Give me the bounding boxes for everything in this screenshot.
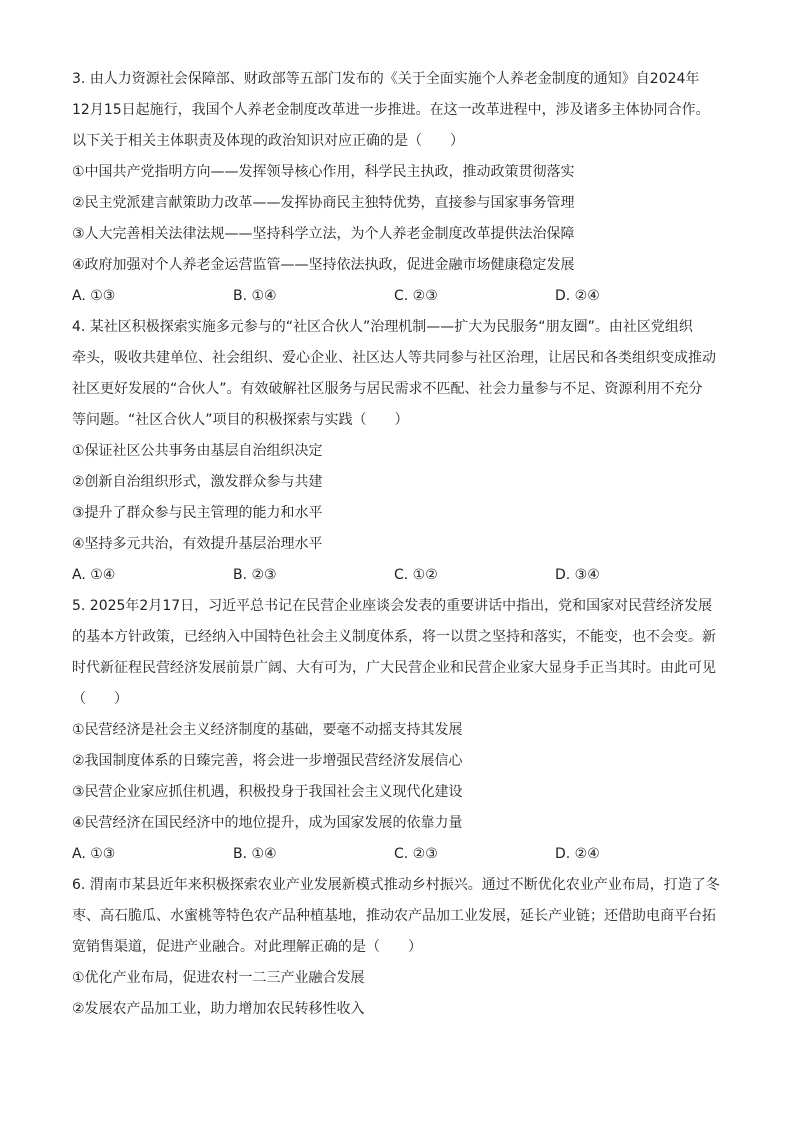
statement-option: ③民营企业家应抓住机遇，积极投身于我国社会主义现代化建设 xyxy=(72,784,463,800)
choice-c: C. ①② xyxy=(394,567,438,583)
question-3 xyxy=(72,64,722,312)
answer-choices xyxy=(72,560,722,591)
choice-b: B. ②③ xyxy=(233,567,277,583)
choice-a: A. ①③ xyxy=(72,846,116,862)
choice-d: D. ②④ xyxy=(555,288,600,304)
question-stem-line: 社区更好发展的“合伙人”。有效破解社区服务与居民需求不匹配、社会力量参与不足、资源利用不充分 xyxy=(72,381,703,397)
answer-choices xyxy=(72,839,722,870)
question-stem-line: 3. 由人力资源社会保障部、财政部等五部门发布的《关于全面实施个人养老金制度的通知》自2024年 xyxy=(72,71,700,87)
question-stem-line: 5. 2025年2月17日，习近平总书记在民营企业座谈会发表的重要讲话中指出，党和国家对民营经济发展 xyxy=(72,598,713,614)
question-stem-line: 时代新征程民营经济发展前景广阔、大有可为，广大民营企业和民营企业家大显身手正当其时。由此可见 xyxy=(72,660,716,676)
statement-option: ②创新自治组织形式，激发群众参与共建 xyxy=(72,474,323,490)
statement-option: ③人大完善相关法律法规——坚持科学立法，为个人养老金制度改革提供法治保障 xyxy=(72,226,575,242)
statement-option: ①中国共产党指明方向——发挥领导核心作用，科学民主执政，推动政策贯彻落实 xyxy=(72,164,575,180)
question-6 xyxy=(72,870,722,1025)
choice-d: D. ②④ xyxy=(555,846,600,862)
question-stem-line: 12月15日起施行，我国个人养老金制度改革进一步推进。在这一改革进程中，涉及诸多主体协同合作。 xyxy=(72,102,710,118)
statement-option: ②发展农产品加工业，助力增加农民转移性收入 xyxy=(72,1001,365,1017)
exam-page xyxy=(72,64,722,1025)
statement-option: ④政府加强对个人养老金运营监管——坚持依法执政，促进金融市场健康稳定发展 xyxy=(72,257,575,273)
question-5 xyxy=(72,591,722,870)
statement-option: ④坚持多元共治，有效提升基层治理水平 xyxy=(72,536,323,552)
choice-a: A. ①③ xyxy=(72,288,116,304)
question-stem-line: 牵头，吸收共建单位、社会组织、爱心企业、社区达人等共同参与社区治理，让居民和各类组织变成推动 xyxy=(72,350,716,366)
question-stem-line: 枣、高石脆瓜、水蜜桃等特色农产品种植基地，推动农产品加工业发展，延长产业链；还借助电商平台拓 xyxy=(72,908,716,924)
question-stem-line: 4. 某社区积极探索实施多元参与的“社区合伙人”治理机制——扩大为民服务“朋友圈”。由社区党组织 xyxy=(72,319,693,335)
answer-choices xyxy=(72,281,722,312)
statement-option: ②民主党派建言献策助力改革——发挥协商民主独特优势，直接参与国家事务管理 xyxy=(72,195,575,211)
question-stem-line: 6. 渭南市某县近年来积极探索农业产业发展新模式推动乡村振兴。通过不断优化农业产业布局，打造了冬 xyxy=(72,877,720,893)
question-stem-line: 以下关于相关主体职责及体现的政治知识对应正确的是（ ） xyxy=(72,133,464,149)
statement-option: ④民营经济在国民经济中的地位提升，成为国家发展的依靠力量 xyxy=(72,815,463,831)
statement-option: ①民营经济是社会主义经济制度的基础，要毫不动摇支持其发展 xyxy=(72,722,463,738)
question-stem-line: （ ） xyxy=(72,691,128,707)
question-stem-line: 宽销售渠道，促进产业融合。对此理解正确的是（ ） xyxy=(72,939,422,955)
question-4 xyxy=(72,312,722,591)
question-stem-line: 的基本方针政策，已经纳入中国特色社会主义制度体系，将一以贯之坚持和落实，不能变，也不会变。新 xyxy=(72,629,716,645)
statement-option: ②我国制度体系的日臻完善，将会进一步增强民营经济发展信心 xyxy=(72,753,463,769)
statement-option: ③提升了群众参与民主管理的能力和水平 xyxy=(72,505,323,521)
choice-a: A. ①④ xyxy=(72,567,116,583)
statement-option: ①优化产业布局，促进农村一二三产业融合发展 xyxy=(72,970,365,986)
choice-d: D. ③④ xyxy=(555,567,600,583)
choice-b: B. ①④ xyxy=(233,288,277,304)
choice-b: B. ①④ xyxy=(233,846,277,862)
question-stem-line: 等问题。“社区合伙人”项目的积极探索与实践（ ） xyxy=(72,412,409,428)
statement-option: ①保证社区公共事务由基层自治组织决定 xyxy=(72,443,323,459)
choice-c: C. ②③ xyxy=(394,288,438,304)
choice-c: C. ②③ xyxy=(394,846,438,862)
